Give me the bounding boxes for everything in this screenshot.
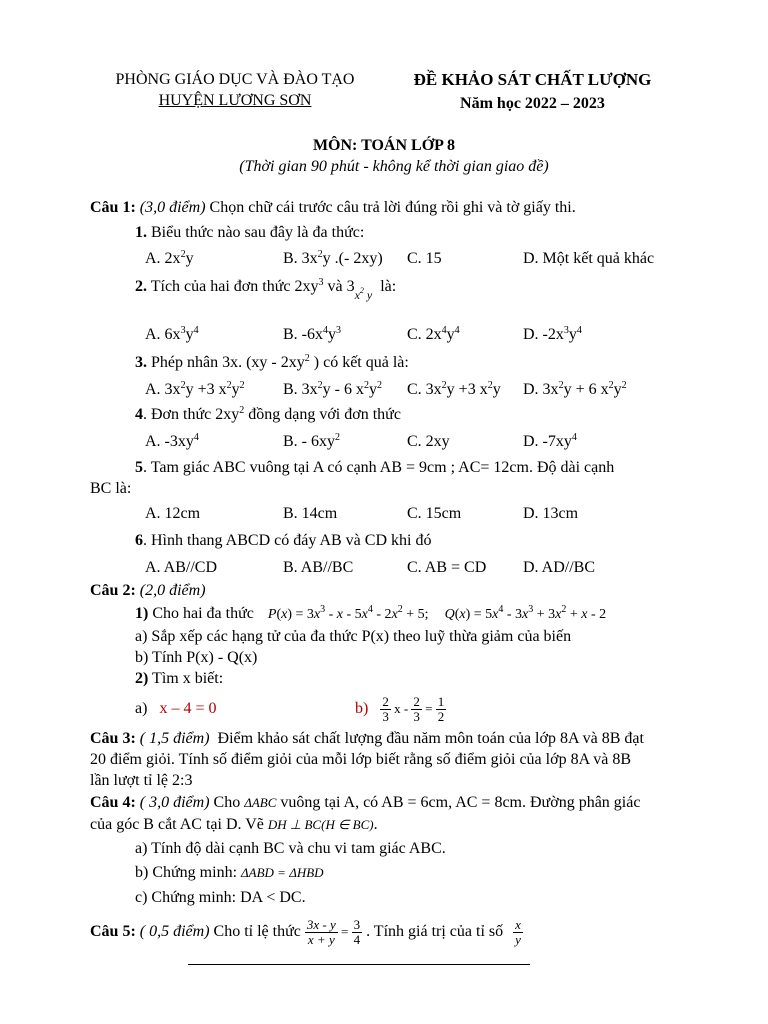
q4-line1: Câu 4: ( 3,0 điểm) Cho ΔABC vuông tại A, có AB = 6cm, AC = 8cm. Đường phân giác (90, 794, 641, 811)
q1-s1-c: C. 15 (407, 250, 442, 267)
q1-s5-cont: BC là: (90, 480, 132, 497)
q4-line2: của góc B cắt AC tại D. Vẽ DH ⊥ BC(H ∈ BC). (90, 816, 378, 833)
q2-part2-b: b) $\frac{2}{3}$ x - $\frac{2}{3}$ = $\frac{1}{2}$ (355, 693, 445, 724)
q4-b: b) Chứng minh: ΔABD = ΔHBD (135, 864, 324, 881)
q2-part2: 2) Tìm x biết: (135, 670, 224, 687)
q1-s6-d: D. AD//BC (523, 559, 596, 576)
q3-line1: Câu 3: ( 1,5 điểm) Điểm khảo sát chất lượng đầu năm môn toán của lớp 8A và 8B đạt (90, 730, 644, 747)
end-rule (188, 964, 530, 965)
q4-a: a) Tính độ dài cạnh BC và chu vi tam giác ABC. (135, 840, 446, 857)
q4-c: c) Chứng minh: DA < DC. (135, 889, 306, 906)
q1-s4-d: D. $-7xy^4$ (523, 432, 577, 450)
q1-s1-b: B. $3x^2y$ .(- 2xy) (283, 249, 383, 267)
exam-duration: (Thời gian 90 phút - không kể thời gian giao đề) (239, 158, 549, 175)
q2-part1-b: b) Tính P(x) - Q(x) (135, 649, 258, 666)
q3-line3: lần lượt tỉ lệ 2:3 (90, 772, 193, 789)
district-name: HUYỆN LƯƠNG SƠN (158, 92, 312, 109)
q2-part2-a: a) x – 4 = 0 (135, 700, 217, 717)
q1-s5-d: D. 13cm (523, 505, 579, 522)
department-name: PHÒNG GIÁO DỤC VÀ ĐÀO TẠO (115, 71, 355, 88)
q1-s6-a: A. AB//CD (145, 559, 218, 576)
q1-s2: 2. Tích của hai đơn thức $2xy^3$ và $3_{x^2 y}$ là: (135, 277, 397, 302)
q2-part1: 1) Cho hai đa thức $P(x) = 3x^3 - x - 5x^4 - 2x^2 + 5$; $Q(x) = 5x^4 - 3x^3 + 3x^2 + x - 2$ (135, 604, 607, 622)
q1-s3-c: C. $3x^2y +3$ $x^2y$ (407, 380, 501, 398)
school-year: Năm học 2022 – 2023 (460, 95, 605, 112)
subject-title: MÔN: TOÁN LỚP 8 (312, 137, 456, 154)
q2-heading: Câu 2: (2,0 điểm) (90, 582, 206, 599)
q1-s5: 5. Tam giác ABC vuông tại A có cạnh AB = 9cm ; AC= 12cm. Độ dài cạnh (135, 459, 615, 476)
q1-s3-a: A. $3x^2y +3$ $x^2y^2$ (145, 380, 245, 398)
q1-s2-c: C. $2x^4y^4$ (407, 325, 460, 343)
q1-s4-b: B. - $6xy^2$ (283, 432, 340, 450)
q3-line2: 20 điểm giỏi. Tính số điểm giỏi của mỗi lớp biết rằng số điểm giỏi của lớp 8A và 8B (90, 751, 632, 768)
q1-s1-d: D. Một kết quả khác (523, 250, 655, 267)
q1-s3-d: D. $3x^2y + 6$ $x^2y^2$ (523, 380, 627, 398)
q1-heading: Câu 1: (3,0 điểm) Chọn chữ cái trước câu trả lời đúng rồi ghi và tờ giấy thi. (90, 199, 576, 216)
q1-s2-a: A. $6x^3y^4$ (145, 325, 199, 343)
q1-s5-b: B. 14cm (283, 505, 338, 522)
q5-line: Câu 5: ( 0,5 điểm) Cho tỉ lệ thức $\frac{3x - y}{x + y}$ = $\frac{3}{4}$ . Tính giá trị của tỉ số $\frac{x}{y}$ (90, 916, 521, 947)
q1-s5-a: A. 12cm (145, 505, 201, 522)
exam-title: ĐỀ KHẢO SÁT CHẤT LƯỢNG (413, 70, 652, 89)
q1-s3-b: B. $3x^2y - 6$ $x^2y^2$ (283, 380, 382, 398)
q2-part1-a: a) Sắp xếp các hạng tử của đa thức P(x) theo luỹ thừa giảm của biến (135, 628, 572, 645)
q1-s2-b: B. $-6x^4y^3$ (283, 325, 341, 343)
q1-s6: 6. Hình thang ABCD có đáy AB và CD khi đó (135, 532, 432, 549)
q1-s2-d: D. $-2x^3y^4$ (523, 325, 582, 343)
q1-s6-b: B. AB//BC (283, 559, 354, 576)
q1-s4-c: C. 2xy (407, 433, 450, 450)
q1-s1: 1. Biểu thức nào sau đây là đa thức: (135, 224, 365, 241)
q1-s4: 4. Đơn thức $2xy^2$ đồng dạng với đơn thức (135, 405, 401, 423)
q1-s1-a: A. $2x^2y$ (145, 249, 194, 267)
q1-s6-c: C. AB = CD (407, 559, 487, 576)
q1-s3: 3. Phép nhân 3x. ($xy - 2xy^2$ ) có kết quả là: (135, 353, 409, 371)
q1-s4-a: A. $-3xy^4$ (145, 432, 199, 450)
q1-s5-c: C. 15cm (407, 505, 462, 522)
